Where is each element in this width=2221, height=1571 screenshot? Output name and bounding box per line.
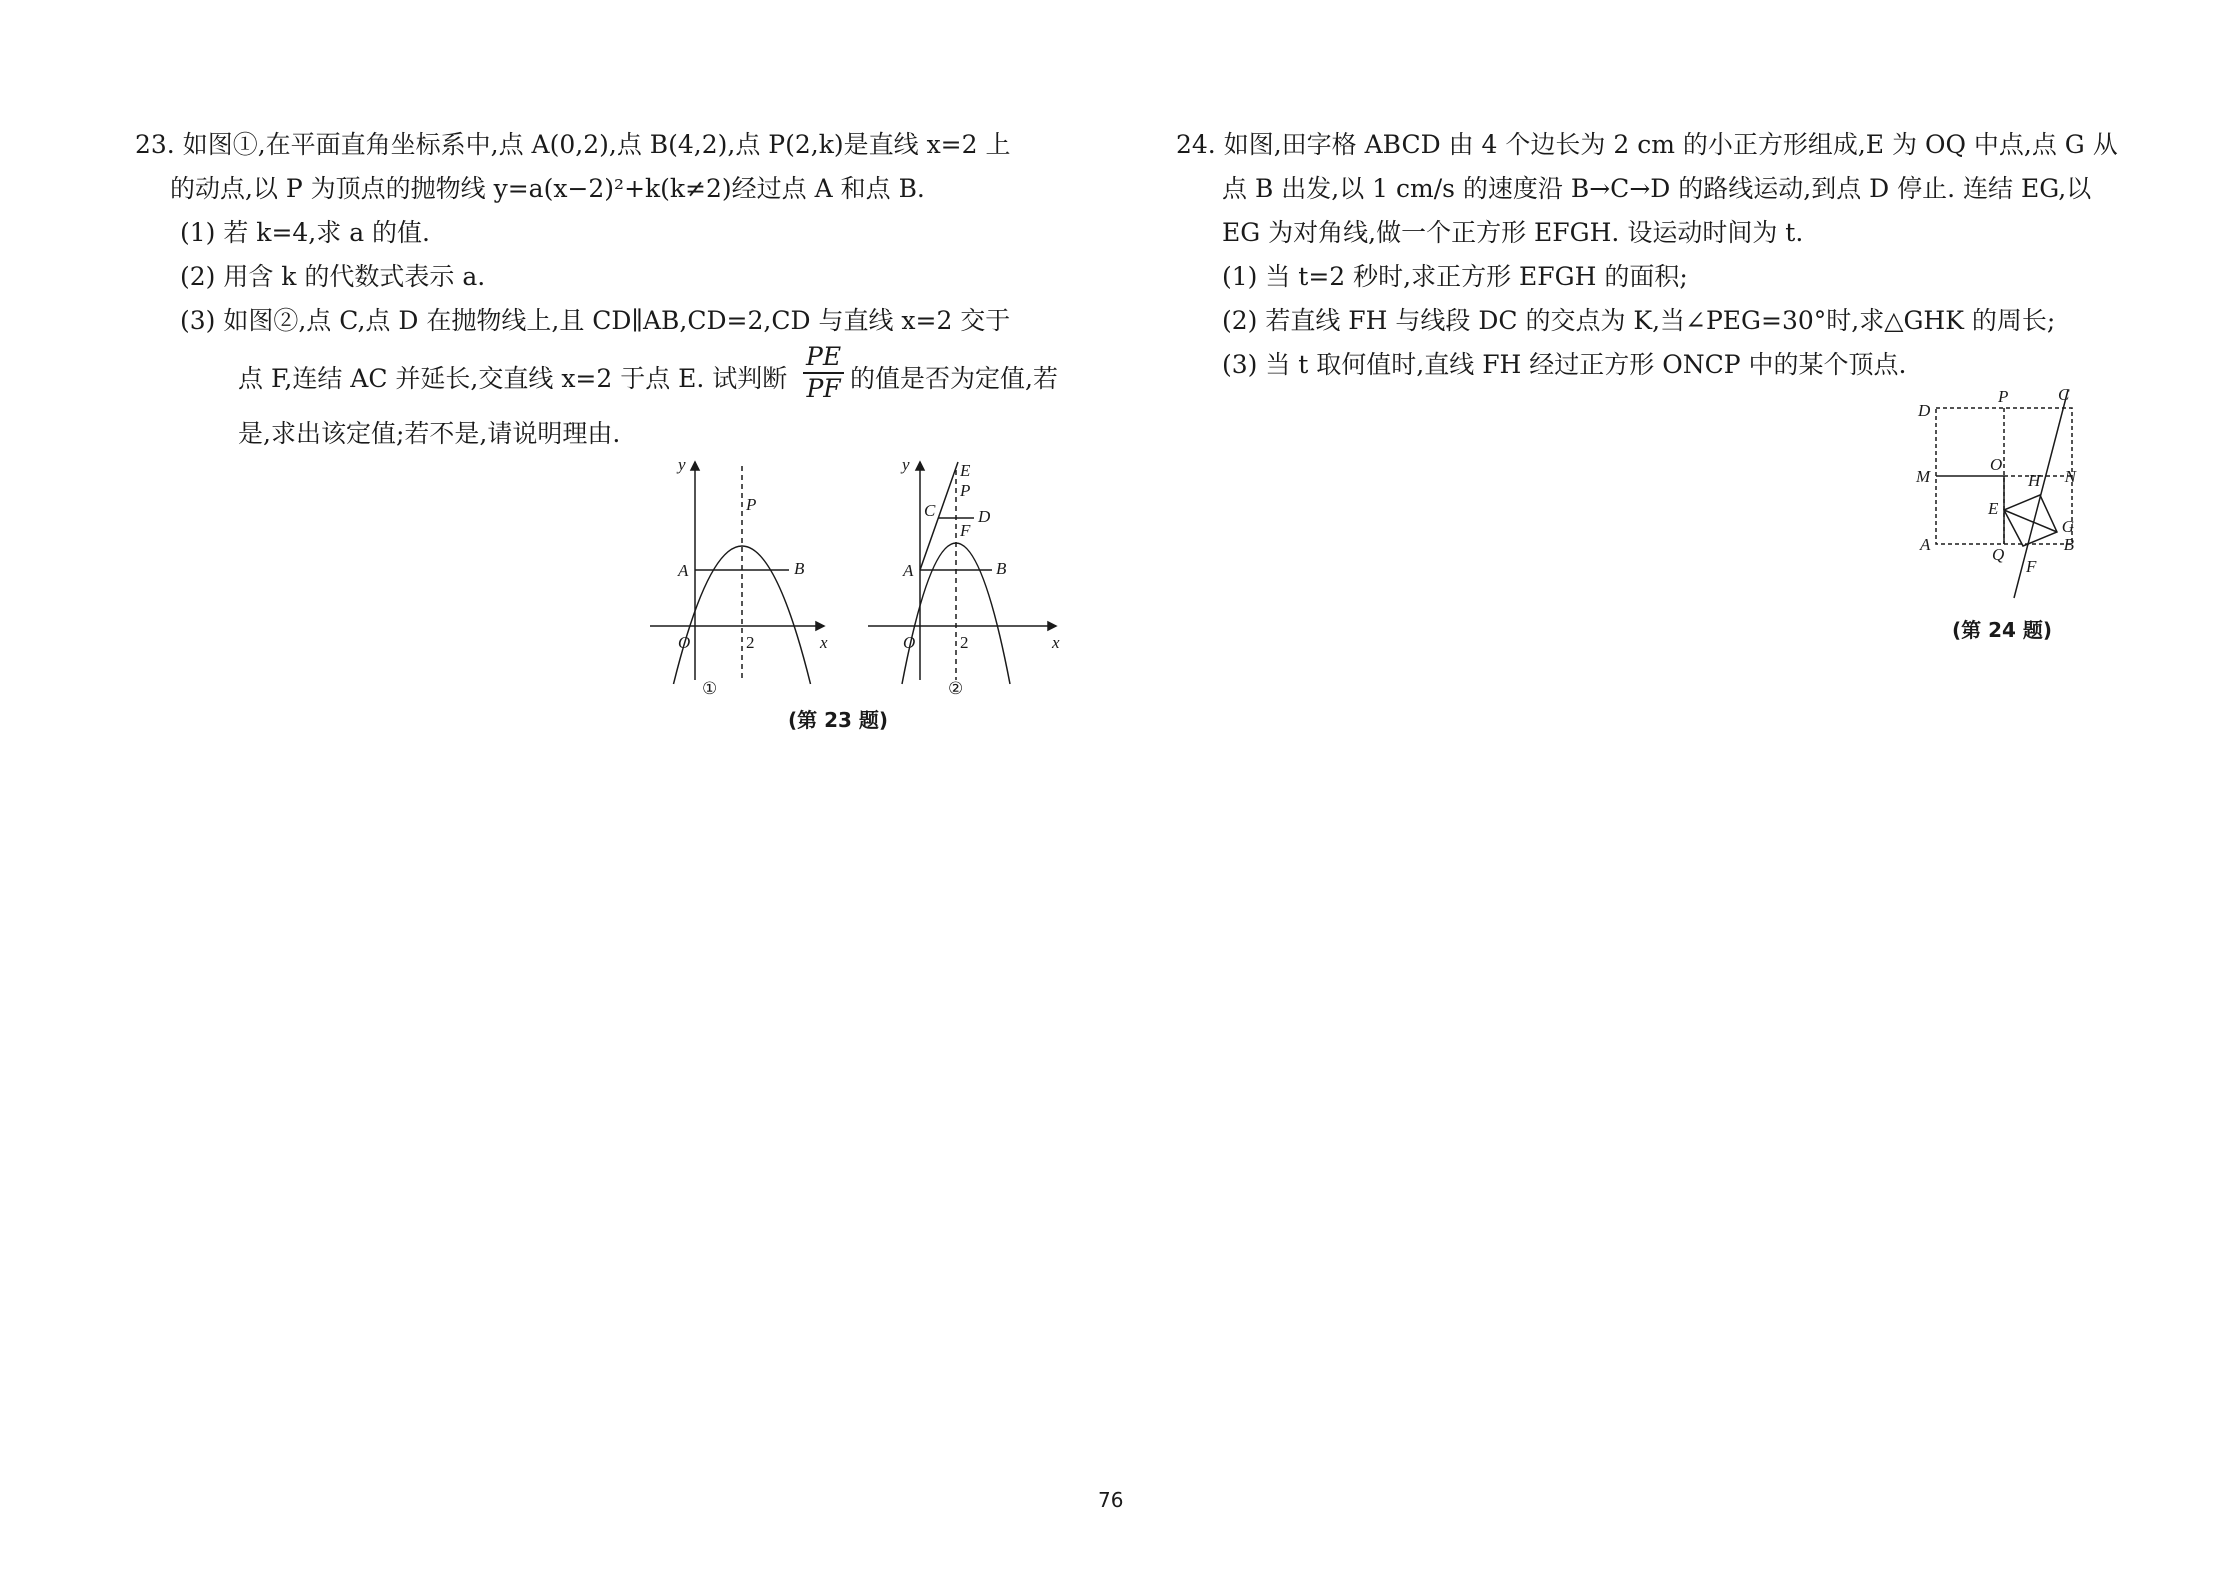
figure-1-label: ① — [702, 679, 718, 698]
point-e: E — [960, 461, 971, 480]
problem-23-part-3-tail: 的值是否为定值,若 — [850, 364, 1058, 393]
label-d: D — [1918, 401, 1931, 420]
point-a: A — [678, 561, 689, 580]
page-number: 76 — [1098, 1488, 1124, 1512]
point-a: A — [903, 561, 914, 580]
caption-23: (第 23 题) — [788, 708, 889, 732]
label-g: G — [2061, 517, 2074, 536]
fraction-denominator: PF — [806, 374, 841, 403]
problem-23-part-3-end: 是,求出该定值;若不是,请说明理由. — [238, 419, 621, 448]
y-axis-label: y — [902, 455, 910, 474]
figure-24 — [1904, 382, 2074, 612]
label-q: Q — [1992, 545, 2005, 564]
point-p: P — [960, 481, 971, 500]
y-axis-label: y — [678, 455, 686, 474]
label-c: C — [2058, 385, 2070, 404]
origin-label: O — [678, 633, 691, 652]
label-a: A — [1920, 535, 1931, 554]
tick-2: 2 — [960, 633, 969, 652]
problem-24-part-1: (1) 当 t=2 秒时,求正方形 EFGH 的面积; — [1222, 262, 1688, 291]
label-p: P — [1998, 387, 2009, 406]
origin-label: O — [903, 633, 916, 652]
point-b: B — [996, 559, 1007, 578]
problem-24-line-2: 点 B 出发,以 1 cm/s 的速度沿 B→C→D 的路线运动,到点 D 停止. 连结 EG,以 — [1222, 174, 2092, 203]
x-axis-label: x — [820, 633, 828, 652]
point-f: F — [960, 521, 971, 540]
tick-2: 2 — [746, 633, 755, 652]
problem-23-line-1: 23. 如图①,在平面直角坐标系中,点 A(0,2),点 B(4,2),点 P(2,k)是直线 x=2 上 — [135, 130, 1011, 159]
label-f: F — [2026, 557, 2037, 576]
point-d: D — [978, 507, 991, 526]
figure-23-1 — [630, 455, 830, 698]
problem-24-line-3: EG 为对角线,做一个正方形 EFGH. 设运动时间为 t. — [1222, 218, 1804, 247]
label-h: H — [2028, 471, 2041, 490]
problem-24-line-1: 24. 如图,田字格 ABCD 由 4 个边长为 2 cm 的小正方形组成,E 为 OQ 中点,点 G 从 — [1176, 130, 2118, 159]
problem-23-part-2: (2) 用含 k 的代数式表示 a. — [180, 262, 486, 291]
figure-2-label: ② — [948, 679, 964, 698]
fraction-pe-pf — [803, 342, 844, 404]
x-axis-arrow — [816, 622, 824, 630]
point-p: P — [746, 495, 757, 514]
y-axis-arrow — [691, 462, 699, 470]
label-e: E — [1988, 499, 1999, 518]
x-axis-arrow — [1048, 622, 1056, 630]
caption-24: (第 24 题) — [1952, 618, 2053, 642]
problem-24-part-2: (2) 若直线 FH 与线段 DC 的交点为 K,当∠PEG=30°时,求△GHK 的周长; — [1222, 306, 2056, 335]
line-fh — [2014, 390, 2068, 598]
label-m: M — [1916, 467, 1931, 486]
problem-23-part-1: (1) 若 k=4,求 a 的值. — [180, 218, 431, 247]
problem-23-line-2: 的动点,以 P 为顶点的抛物线 y=a(x−2)²+k(k≠2)经过点 A 和点 B. — [170, 174, 925, 203]
y-axis-arrow — [916, 462, 924, 470]
point-c: C — [924, 501, 936, 520]
figure-23-2 — [866, 455, 1066, 698]
problem-24-part-3: (3) 当 t 取何值时,直线 FH 经过正方形 ONCP 中的某个顶点. — [1222, 350, 1907, 379]
fraction-numerator: PE — [803, 342, 844, 374]
point-b: B — [794, 559, 805, 578]
label-n: N — [2064, 467, 2076, 486]
problem-23-part-3: (3) 如图②,点 C,点 D 在抛物线上,且 CD∥AB,CD=2,CD 与直线 x=2 交于 — [180, 306, 1011, 335]
label-b: B — [2063, 535, 2074, 554]
x-axis-label: x — [1052, 633, 1060, 652]
label-o: O — [1990, 455, 2003, 474]
problem-23-part-3-cont: 点 F,连结 AC 并延长,交直线 x=2 于点 E. 试判断 — [238, 364, 788, 393]
